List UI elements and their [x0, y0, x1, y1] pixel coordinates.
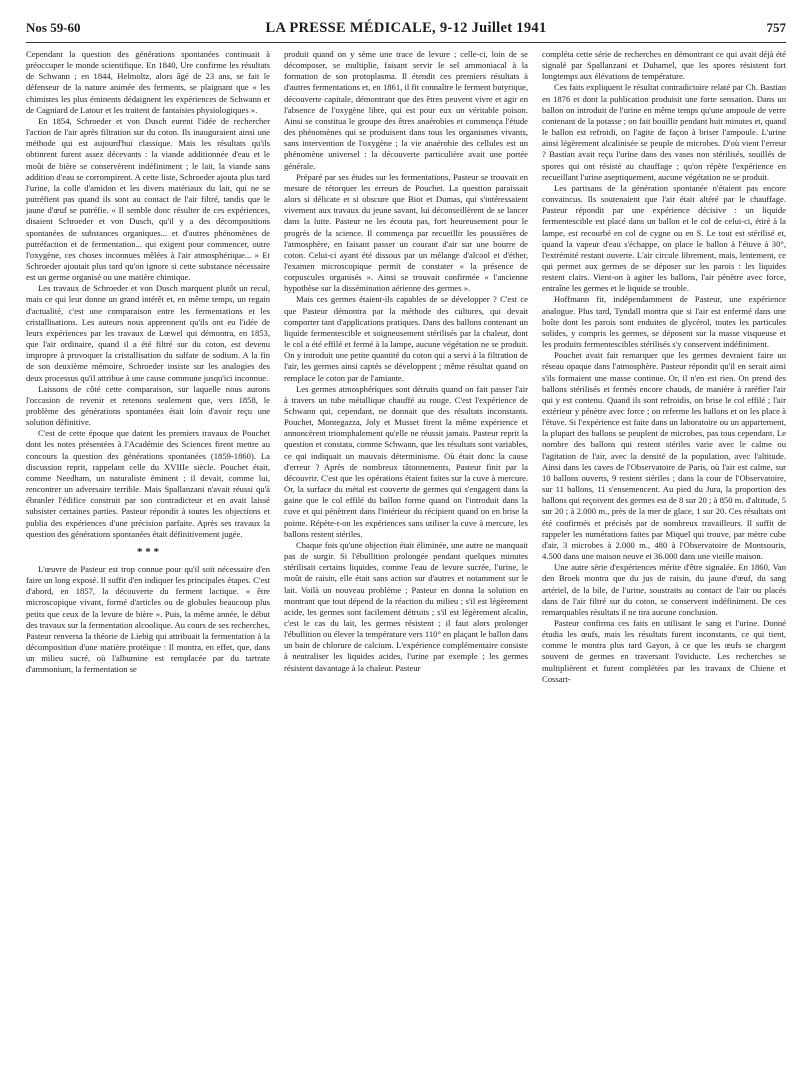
paragraph: Pouchet avait fait remarquer que les germes devraient faire un réseau opaque dans l'atmosphère. Pasteur répondit qu'il en serait ainsi s'ils formaient une masse continue. Or, il n'en est rien. On prend des ballons stérilisés et fermés encore chauds, de manière à raréfier l'air qui y est contenu. Quand ils sont refroidis, on brise le col effilé ; l'air extérieur y pénètre avec force ; on referme les ballons et on les place à l'étuve. Si l'expérience est faite dans un laboratoire ou un appartement, la plupart des ballons se peuplent de microbes, pas tous cependant. Le nombre des ballons qui restent stériles varie avec le calme ou l'agitation de l'air, avec la densité de la population, avec l'altitude. Ainsi dans les caves de l'Observatoire de Paris, où l'air est calme, sur 10 ballons ouverts, 9 restent stériles ; dans la cour de l'Observatoire, sur 11 ballons, 11 s'ensemencent. Au pied du Jura, la proportion des ballons qui reçoivent des germes est de 8 sur 20 ; à 850 m. d'altitude, 5 sur 20 ; à 2.000 m., près de la mer de glace, 1 sur 20. Ces résultats ont été confirmés et précisés par de nombreux travailleurs. Il suffit de rappeler les numérations faites par Miquel qui trouve, par mètre cube d'air, 3 microbes à 2.000 m., 480 à l'Observatoire de Montsouris, 4.500 dans une maison neuve et 36.000 dans une vieille maison.	[542, 350, 786, 562]
column-3	[542, 49, 786, 1076]
paragraph: Pasteur confirma ces faits en utilisant le sang et l'urine. Donné étudia les œufs, mais les résultats furent inconstants, ce qui tient, comme le montra plus tard Gayon, à ce que les œufs se chargent souvent de germes en traversant l'oviducte. Les recherches se multiplièrent et furent complétées par les travaux de Chiene et Cossart-	[542, 617, 786, 684]
page-header	[26, 16, 786, 43]
paragraph: Cependant la question des générations spontanées continuait à préoccuper le monde scientifique. En 1840, Ure confirme les résultats de Schwann ; en 1844, Helmoltz, alors âgé de 23 ans, se fait le défenseur de la nature animée des ferments, se plaignant que « les chimistes les plus éminents dédaignent les expériences de Schwann et de Cagniard de Latour et les traitent de fantaisies physiologiques ».	[26, 49, 270, 115]
paragraph: Les travaux de Schroeder et von Dusch marquent plutôt un recul, mais ce qui leur donne un grand intérêt et, en même temps, un regain d'actualité, c'est une comparaison entre les fermentations et les cristallisations. Les auteurs nous apprennent qu'ils ont eu l'idée de leurs expériences par les travaux de Lœwel qui démontra, en 1853, que l'air ordinaire, quand il a été filtré sur du coton, est devenu impropre à provoquer la cristallisation du sulfate de sodium. A la fin de son deuxième mémoire, Schroeder insiste sur les analogies des deux processus qu'il attribue à une cause commune jusqu'ici inconnue.	[26, 283, 270, 383]
paragraph: En 1854, Schroeder et von Dusch eurent l'idée de rechercher l'action de l'air après filtration sur du coton. Ils inauguraient ainsi une méthode qui est aujourd'hui classique. Mais les résultats qu'ils obtinrent furent assez décevants : la viande additionnée d'eau et le moût de bière se conservèrent indéfiniment ; le lait, la viande sans addition d'eau se corrompirent. A cette liste, Schroeder ajouta plus tard l'urine, la colle d'amidon et les divers matériaux du lait, qui ne se putréfient pas quand ils sont au contact de l'air filtré, tandis que le jaune d'œuf se putréfie. « Il semble donc résulter de ces expériences, disaient Schroeder et von Dusch, qu'il y a des décompositions spontanées de substances organiques... et d'autres phénomènes de putréfaction et de fermentation... qui exigent pour commencer, outre l'oxygène, ces choses inconnues mêlées à l'air atmosphérique... » Et Schroeder ajoutait plus tard qu'on ignore si cette substance nécessaire est un germe organisé ou une matière chimique.	[26, 115, 270, 283]
paragraph: Mais ces germes étaient-ils capables de se développer ? C'est ce que Pasteur démontra par la méthode des cultures, qui devait comporter tant d'applications pratiques. Dans des ballons contenant un liquide fermentescible et soigneusement stérilisés par la chaleur, dont le col a été effilé et fermé à la lampe, aucune végétation ne se produit. On y introduit une petite quantité du coton qui a servi à la filtration de l'air, les germes ainsi captés se développent ; même résultat quand on remplace le coton par de l'amiante.	[284, 294, 528, 383]
paragraph: Les germes atmosphériques sont détruits quand on fait passer l'air à travers un tube métallique chauffé au rouge. C'est l'expérience de Schwann qui, cependant, ne donnait que des résultats inconstants. Pouchet, Montegazza, Joly et Musset firent la même expérience et annoncèrent triomphalement qu'elle ne réussit jamais. Pasteur reprit la question et constata, comme Schwann, que les résultats sont variables, ce qui indiquait un mauvais déterminisme. Où était donc la cause d'erreur ? Après de nombreux tâtonnements, Pasteur finit par la découvrir. C'est que les opérations étaient faites sur la cuve à mercure. Or, la surface du métal est couverte de germes qui s'engagent dans la gaine que le col effilé du ballon forme quand on l'introduit dans la cuve et qui pénètrent dans l'intérieur du récipient quand on en brise la pointe. Répète-t-on les expériences sans utiliser la cuve à mercure, les ballons restent stériles.	[284, 383, 528, 539]
paragraph: L'œuvre de Pasteur est trop connue pour qu'il soit nécessaire d'en faire un long exposé. Il suffit d'en indiquer les principales étapes. C'est d'abord, en 1857, la découverte du ferment lactique. « être microscopique vivant, formé d'articles ou de globules beaucoup plus petits que ceux de la levure de bière ». Puis, la même année, le début des travaux sur la fermentation alcoolique. Au cours de ses recherches, Pasteur renversa la théorie de Liebig qui attribuait la fermentation à la décomposition d'une matière protéique : Il montra, en effet, que, dans un milieu sucré, où l'albumine est remplacée par du tartrate d'ammonium, la fermentation se	[26, 563, 270, 675]
paragraph: compléta cette série de recherches en démontrant ce qui avait déjà été signalé par Spallanzani et Duhamel, que les spores résistent fort longtemps aux élévations de température.	[542, 49, 786, 82]
page-number: 757	[766, 20, 786, 35]
newspaper-page	[26, 16, 786, 1076]
paragraph: Préparé par ses études sur les fermentations, Pasteur se trouvait en mesure de rétorquer les erreurs de Pouchet. La question paraissait alors si délicate et si obscure que Biot et Dumas, qui s'intéressaient vivement aux travaux du jeune savant, lui déconseillèrent de se lancer dans la lutte. Pasteur ne les écouta pas, fort heureusement pour le progrès de la science. Il commença par recueillir les poussières de l'atmosphère, en faisant passer un courant d'air sur une bourre de coton. Celui-ci ayant été dissous par un mélange d'alcool et d'éther, l'examen microscopique permit de constater « la présence de corpuscules organisés ». Ainsi se trouvait confirmée « l'ancienne hypothèse sur la dissémination aérienne des germes ».	[284, 171, 528, 294]
paragraph: Laissons de côté cette comparaison, sur laquelle nous aurons l'occasion de revenir et retenons seulement que, vers 1858, le problème des générations spontanées était loin d'avoir reçu une solution définitive.	[26, 383, 270, 428]
article-columns	[26, 49, 786, 1076]
paragraph: produit quand on y sème une trace de levure ; celle-ci, loin de se décomposer, se multiplie, faisant servir le sel ammoniacal à la formation de son protoplasma. Il étendit ces premiers résultats à d'autres fermentations et, en 1861, il fit connaître le ferment butyrique, découverte capitale, démontrant que des êtres peuvent vivre et agir en l'absence de l'oxygène libre, qui est pour eux un véritable poison. Ainsi se constitua le groupe des êtres anaérobies et commença l'étude des phénomènes qui se produisent dans tous les organismes vivants, sans intervention de l'oxygène ; la vie anaérobie des cellules est un phénomène universel : la découverte particulière avait une portée générale.	[284, 49, 528, 171]
issue-number: Nos 59-60	[26, 20, 81, 35]
section-separator: * * *	[137, 545, 159, 558]
paragraph: Les partisans de la génération spontanée n'étaient pas encore convaincus. Ils soutenaient que l'air était altéré par le chauffage. Pasteur répondit par une expérience décisive : un liquide fermentescible est placé dans un ballon et le col de celui-ci, étiré à la lampe, est recourbé en col de cygne ou en S. Le tout est stérilisé et, quand la vapeur d'eau s'échappe, on place le ballon à l'étuve à 30°, l'extrémité restant ouverte. L'air circule librement, mais, lentement, ce qui permet aux germes de se déposer sur les parois : les liquides restent clairs. Vient-on à agiter les ballons, l'air pénètre avec force, entraîne les germes et le liquide se trouble.	[542, 182, 786, 294]
paragraph: Chaque fois qu'une objection était éliminée, une autre ne manquait pas de surgir. Si l'ébullition prolongée pendant quelques minutes stérilisait certains liquides, comme l'eau de levure sucrée, l'urine, le moût de raisin, elle était sans action sur d'autres et notamment sur le lait. Voilà un nouveau problème ; Pasteur en donna la solution en montrant que tout dépend de la réaction du milieu ; s'il est légèrement acide, les germes sont facilement détruits ; s'il est légèrement alcalin, c'est le cas du lait, les germes résistent ; il faut alors prolonger l'ébullition ou élever la température vers 110° en plaçant le ballon dans un bain de chlorure de calcium. L'expérience complémentaire consiste à neutraliser les liquides acides, l'urine par exemple ; les germes résistent davantage à la chaleur. Pasteur	[284, 539, 528, 673]
paragraph: C'est de cette époque que datent les premiers travaux de Pouchet dont les notes présentées à l'Académie des Sciences firent mettre au concours la question des générations spontanées (1859-1860). La discussion reprit, rappelant celle du XVIIIe siècle. Pouchet était, comme Needham, un naturaliste éminent ; il devait, comme lui, rencontrer un adversaire terrible. Mais Spallanzani n'avait réussi qu'à ébranler l'édifice construit par son contradicteur et en avait laissé subsister certaines parties. Pasteur répondit à toutes les objections et publia des expériences d'une précision parfaite. Après ses travaux la question des générations spontanées était définitivement jugée.	[26, 428, 270, 539]
column-2	[284, 49, 528, 1076]
column-1	[26, 49, 270, 1076]
journal-title-date: LA PRESSE MÉDICALE, 9-12 Juillet 1941	[265, 19, 547, 36]
paragraph: Une autre série d'expériences mérite d'être signalée. En 1860, Van den Broek montra que du jus de raisin, du jaune d'œuf, du sang artériel, de la bile, de l'urine, soustraits au contact de l'air ou placés dans de l'air filtré sur du coton, se conservent indéfiniment. De ces remarquables résultats il ne tira aucune conclusion.	[542, 562, 786, 617]
paragraph: Ces faits expliquent le résultat contradictoire relaté par Ch. Bastian en 1876 et dont la publication produisit une forte sensation. Dans un ballon on introduit de l'urine en même temps qu'une ampoule de verre contenant de la potasse ; on fait bouillir pendant huit minutes et, quand le ballon est refroidi, on l'agite de façon à briser l'ampoule. L'urine ainsi légèrement alcalinisée se peuple de microbes. D'où vient l'erreur ? Bastian avait reçu l'urine dans des vases non stérilisés, souillés de spores qui ont résisté au chauffage ; qu'on répète l'expérience en recueillant l'urine aseptiquement, aucune végétation ne se produit.	[542, 82, 786, 182]
paragraph: Hoffmann fit, indépendamment de Pasteur, une expérience analogue. Plus tard, Tyndall montra que si l'air est enfermé dans une boîte dont les parois sont enduites de glycérol, toutes les particules solides, y compris les germes, se déposent sur la masse visqueuse et les produits fermentescibles stérilisés s'y conservent indéfiniment.	[542, 294, 786, 350]
